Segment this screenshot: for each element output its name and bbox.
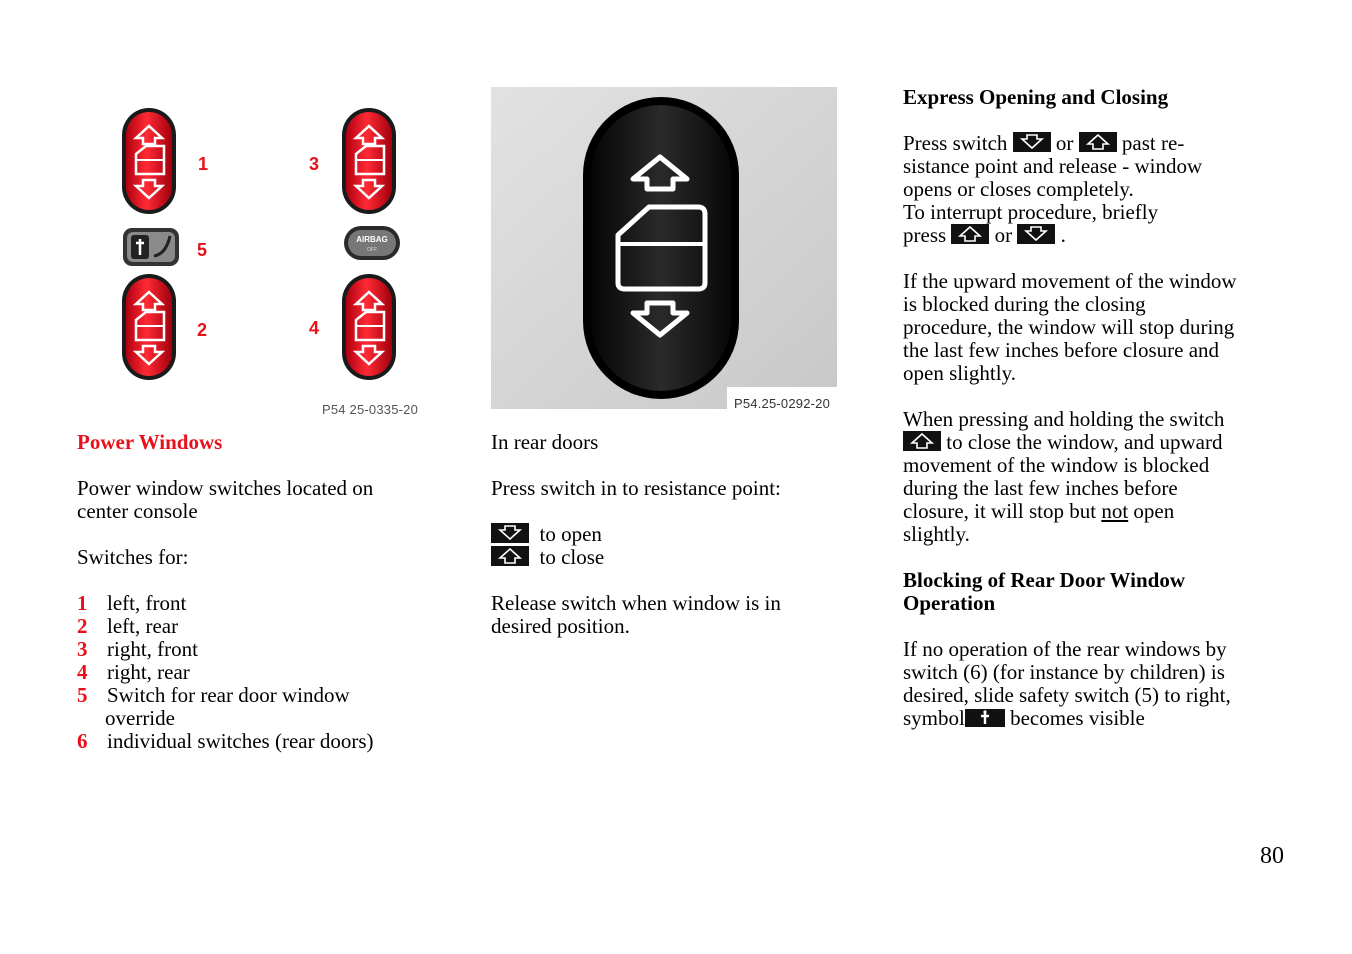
- to-open-label: to open: [539, 522, 602, 546]
- figure-label-5: 5: [197, 240, 208, 260]
- open-symbol-icon: [491, 523, 529, 543]
- figure1-caption: P54 25-0335-20: [322, 402, 419, 417]
- column-rear-doors: [491, 431, 851, 638]
- figure-label-1: 1: [198, 154, 209, 174]
- child-lock-switch-icon: [123, 228, 179, 266]
- list-item-continuation: override: [105, 706, 175, 730]
- switch-4-icon: [342, 274, 396, 380]
- section-title-power-windows: Power Windows: [77, 430, 223, 454]
- intro-line-2: center console: [77, 499, 198, 523]
- rear-door-switch-illustration: [491, 87, 837, 409]
- console-switches-illustration: [76, 96, 436, 416]
- page-number: 80: [1260, 843, 1284, 869]
- figure2-caption: P54.25-0292-20: [734, 396, 831, 411]
- airbag-text: AIRBAG: [356, 235, 388, 244]
- switch-list: [77, 592, 457, 753]
- figure-label-3: 3: [309, 154, 320, 174]
- release-line-2: desired position.: [491, 614, 630, 638]
- figure-label-2: 2: [197, 320, 208, 340]
- list-item: 4 right, rear: [77, 660, 190, 684]
- figure-rear-door-switch: [491, 87, 837, 409]
- switch-1-icon: [122, 108, 176, 214]
- rear-doors-heading: In rear doors: [491, 430, 599, 454]
- close-symbol-icon: [903, 431, 941, 451]
- figure-label-4: 4: [309, 318, 320, 338]
- child-symbol-icon: [965, 709, 1005, 727]
- list-item: 6 individual switches (rear doors): [77, 729, 374, 753]
- close-symbol-icon: [951, 224, 989, 244]
- switches-for-label: Switches for:: [77, 545, 189, 569]
- blocking-title-line-1: Blocking of Rear Door Window: [903, 568, 1185, 592]
- emphasis-not: not: [1101, 499, 1129, 523]
- press-switch-text: Press switch in to resistance point:: [491, 476, 781, 500]
- column-express: Express Opening and Closing Press switch or past re- sistance point and release - window opens or closes completely. To interrupt procedure, briefly press or . If the upward movement of the window is blocked during the closing procedure, the window will stop during the last few inches before closure and open slightly. When pressing and holding the switch to close the window, and upward movement of the window is blocked during the last few inches before closure, it will stop but not open slightly. Blocking of Rear Door Window Operation If no operation of the rear windows by switch (6) (for instance by children) is desired, slide safety switch (5) to right, symbol becomes visible: [903, 86, 1303, 730]
- close-symbol-icon: [491, 546, 529, 566]
- list-item: 2 left, rear: [77, 614, 179, 638]
- blocking-title-line-2: Operation: [903, 591, 996, 615]
- switch-2-icon: [122, 274, 176, 380]
- list-item: 1 left, front: [77, 591, 187, 615]
- to-close-label: to close: [539, 545, 605, 569]
- switch-3-icon: [342, 108, 396, 214]
- express-title: Express Opening and Closing: [903, 85, 1169, 109]
- figure-console-switches: [76, 96, 436, 416]
- intro-line-1: Power window switches located on: [77, 476, 374, 500]
- airbag-off-indicator-icon: [344, 226, 400, 260]
- airbag-subtext: OFF: [367, 247, 377, 253]
- close-symbol-icon: [1079, 132, 1117, 152]
- open-symbol-icon: [1013, 132, 1051, 152]
- list-item: 5 Switch for rear door window: [77, 683, 350, 707]
- column-power-windows: [77, 431, 457, 753]
- open-symbol-icon: [1017, 224, 1055, 244]
- release-line-1: Release switch when window is in: [491, 591, 781, 615]
- list-item: 3 right, front: [77, 637, 198, 661]
